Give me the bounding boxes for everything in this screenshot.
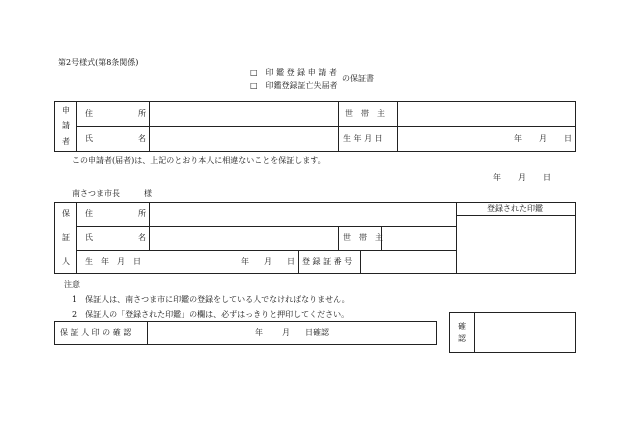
guarantor-name-label-2: 名	[138, 233, 146, 242]
note-item: 2 保証人の「登録された印鑑」の欄は、必ずはっきりと押印してください。	[72, 310, 350, 319]
applicant-name-label-1: 氏	[85, 134, 93, 143]
title-suffix: の保証書	[342, 74, 374, 83]
guarantor-address-label-2: 所	[138, 209, 146, 218]
guarantor-reg-number-label: 登 録 証 番 号	[302, 257, 353, 266]
guarantor-dob-month: 月	[264, 257, 272, 266]
seal-confirmation-label: 保 証 人 印 の 確 認	[60, 328, 132, 337]
guarantor-name-label-1: 氏	[85, 233, 93, 242]
note-item: 1 保証人は、南さつま市に印鑑の登録をしている人でなければなりません。	[72, 295, 350, 304]
guarantor-address-label-1: 住	[85, 209, 93, 218]
statement-day: 日	[543, 173, 551, 182]
seal-confirmation-year: 年	[255, 328, 263, 337]
applicant-dob-month: 月	[539, 134, 547, 143]
applicant-name-label-2: 名	[138, 134, 146, 143]
seal-confirmation-month: 月	[282, 328, 290, 337]
guarantee-statement: この申請者(届者)は、上記のとおり本人に相違ないことを保証します。	[72, 156, 326, 165]
applicant-address-field[interactable]	[150, 102, 337, 125]
applicant-side-label-1: 申	[62, 106, 70, 115]
applicant-name-field[interactable]	[150, 127, 337, 151]
guarantor-householder-label: 世 帯 主	[343, 233, 383, 242]
guarantor-householder-field[interactable]	[382, 227, 455, 249]
confirm-label-2: 認	[458, 334, 466, 343]
guarantor-side-label-1: 保	[62, 209, 70, 218]
applicant-side-label-3: 者	[62, 137, 70, 146]
statement-month: 月	[518, 173, 526, 182]
applicant-address-label-2: 所	[138, 109, 146, 118]
form-number: 第2号様式(第8条関係)	[58, 58, 139, 67]
applicant-householder-label: 世 帯 主	[345, 109, 385, 118]
guarantor-dob-label: 生 年 月 日	[85, 257, 141, 266]
guarantor-dob-day: 日	[287, 257, 295, 266]
applicant-dob-label: 生 年 月 日	[343, 134, 383, 143]
guarantor-dob-year: 年	[241, 257, 249, 266]
guarantor-side-label-3: 人	[62, 257, 70, 266]
title-option-applicant: □ 印 鑑 登 録 申 請 者	[250, 68, 337, 77]
statement-year: 年	[493, 173, 501, 182]
applicant-dob-year: 年	[514, 134, 522, 143]
applicant-householder-field[interactable]	[398, 102, 574, 125]
addressee: 南さつま市長 様	[72, 189, 152, 198]
title-option-lost-report: □ 印鑑登録証亡失届者	[250, 81, 338, 90]
guarantor-address-field[interactable]	[150, 203, 455, 225]
registered-seal-area[interactable]	[457, 216, 575, 273]
applicant-dob-day: 日	[564, 134, 572, 143]
confirm-label-1: 確	[458, 322, 466, 331]
guarantor-side-label-2: 証	[62, 233, 70, 242]
confirm-stamp-area[interactable]	[475, 313, 575, 352]
guarantor-reg-number-field[interactable]	[361, 251, 455, 273]
applicant-side-label-2: 請	[62, 121, 70, 130]
seal-confirmation-day: 日確認	[305, 328, 329, 337]
applicant-address-label-1: 住	[85, 109, 93, 118]
registered-seal-label: 登録された印鑑	[487, 204, 543, 213]
notes-heading: 注意	[64, 280, 80, 289]
guarantor-name-field[interactable]	[150, 227, 337, 249]
